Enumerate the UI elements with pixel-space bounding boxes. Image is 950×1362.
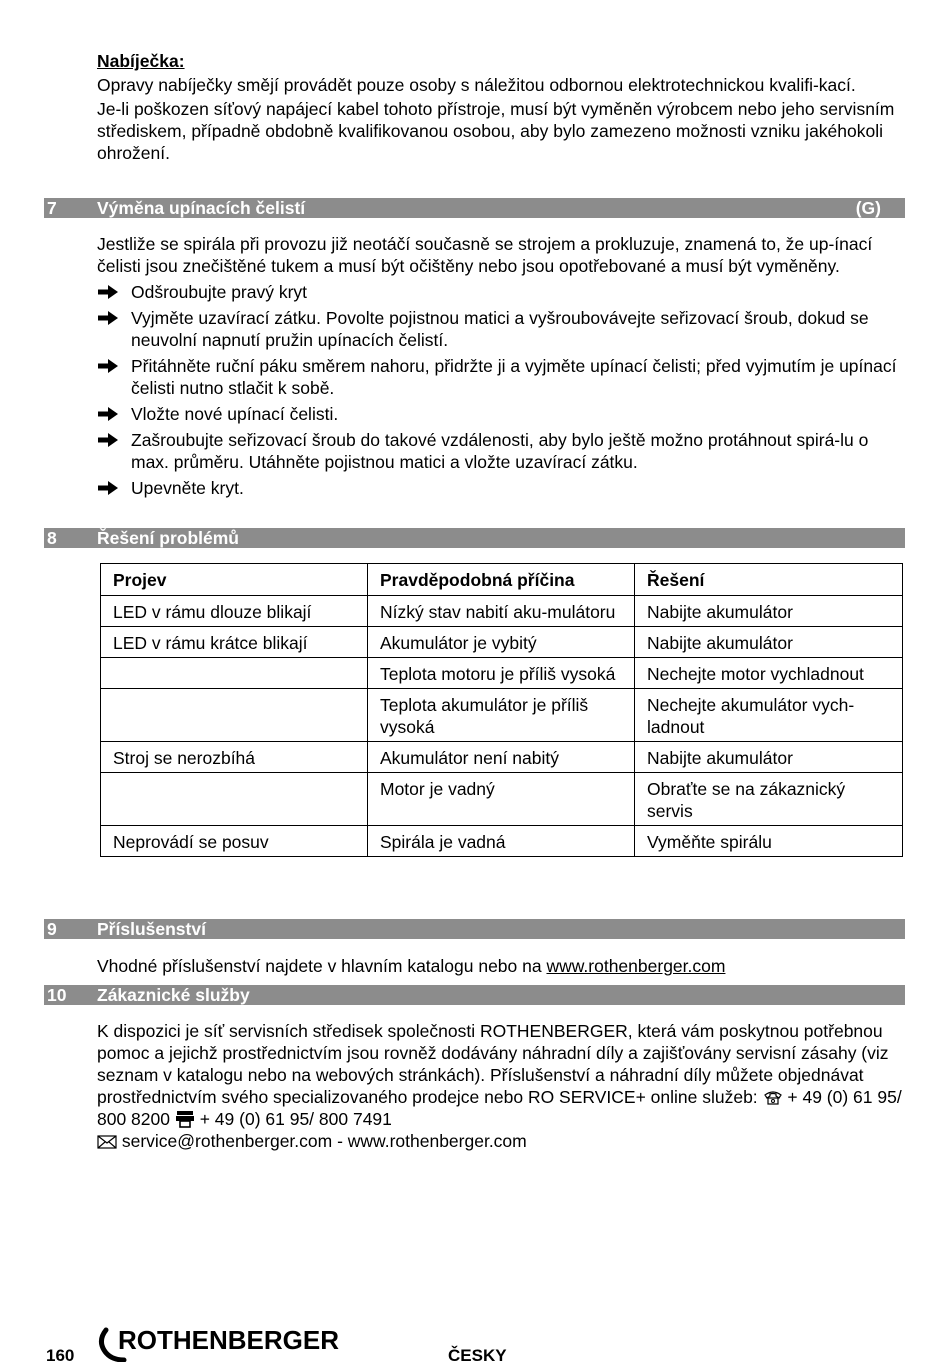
list-item: Vyjměte uzavírací zátku. Povolte pojistnou matici a vyšroubovávejte seřizovací šroub, dokud se neuvolní napnutí pružin upínacích čelistí. (97, 307, 907, 351)
table-cell: Nechejte akumulátor vych-ladnout (635, 689, 903, 742)
table-cell: Nabijte akumulátor (635, 742, 903, 773)
column-header: Pravděpodobná příčina (368, 564, 635, 596)
fax-number: + 49 (0) 61 95/ 800 7491 (194, 1109, 392, 1129)
table-cell: Nabijte akumulátor (635, 596, 903, 627)
page-number: 160 (46, 1346, 75, 1362)
charger-paragraph-1: Opravy nabíječky smějí provádět pouze osoby s náležitou odbornou elektrotechnickou kvalifi-kací. (97, 75, 856, 95)
accessories-text: Vhodné příslušenství najdete v hlavním katalogu nebo na (97, 956, 547, 976)
table-row (101, 658, 903, 689)
phone-number: + 49 (0) 61 95/ 800 8200 (97, 1087, 902, 1129)
arrow-right-icon (97, 429, 121, 451)
charger-heading: Nabíječka: (97, 51, 185, 71)
table-row (101, 627, 903, 658)
section-10-header (44, 985, 905, 1005)
rothenberger-logo (96, 1326, 346, 1362)
section-figure-tag: (G) (855, 198, 881, 218)
table-cell: LED v rámu krátce blikají (101, 627, 368, 658)
section-title: Příslušenství (97, 919, 206, 939)
section-8-header (44, 528, 905, 548)
table-cell: Obraťte se na zákaznický servis (635, 773, 903, 826)
charger-section (97, 50, 907, 166)
table-row (101, 773, 903, 826)
service-text: K dispozici je síť servisních středisek společnosti ROTHENBERGER, která vám poskytnou potřebnou pomoc a jejichž prostřednictvím jsou rovněž dodávány náhradní díly a zajišťovány servisní zásahy (viz seznam v katalogu nebo na webových stránkách). Příslušenství a náhradní díly můžete objednávat prostřednictvím svého specializovaného prodejce nebo RO SERVICE+ online služeb: (97, 1021, 889, 1107)
logo-brand-text: ROTHENBERGER (118, 1326, 340, 1355)
table-cell: Nechejte motor vychladnout (635, 658, 903, 689)
table-cell: Teplota akumulátor je příliš vysoká (368, 689, 635, 742)
table-header-row (101, 564, 903, 596)
accessories-paragraph (97, 955, 907, 977)
list-item: Zašroubujte seřizovací šroub do takové vzdálenosti, aby bylo ještě možno protáhnout spirá-lu o max. průměru. Utáhněte pojistnou matici a vložte uzavírací zátku. (97, 429, 907, 473)
section-title: Řešení problémů (97, 528, 239, 548)
envelope-icon (97, 1134, 117, 1150)
logo-icon (96, 1326, 346, 1362)
section-9-header (44, 919, 905, 939)
table-row (101, 742, 903, 773)
section-title: Výměna upínacích čelistí (97, 198, 306, 218)
section-number: 8 (47, 528, 57, 548)
table-cell (101, 773, 368, 826)
column-header: Řešení (635, 564, 903, 596)
jaws-intro: Jestliže se spirála při provozu již neotáčí současně se strojem a prokluzuje, znamená to, že up-ínací čelisti jsou znečištěné tukem a musí být očištěny nebo jsou opotřebované a musí být vyměněny. (97, 234, 873, 276)
phone-icon (763, 1090, 783, 1106)
table-cell: Stroj se nerozbíhá (101, 742, 368, 773)
table-cell: Akumulátor není nabitý (368, 742, 635, 773)
table-cell: Teplota motoru je příliš vysoká (368, 658, 635, 689)
table-cell: Motor je vadný (368, 773, 635, 826)
table-cell: Nízký stav nabití aku-mulátoru (368, 596, 635, 627)
section-number: 10 (47, 985, 67, 1005)
arrow-right-icon (97, 403, 121, 425)
fax-icon (175, 1110, 195, 1128)
table-cell (101, 658, 368, 689)
section-number: 7 (47, 198, 57, 218)
table-cell: Akumulátor je vybitý (368, 627, 635, 658)
charger-paragraph-2: Je-li poškozen síťový napájecí kabel tohoto přístroje, musí být vyměněn výrobcem nebo jeho servisním střediskem, případně obdobně kvalifikovanou osobou, aby bylo zamezeno možnosti vzniku jakéhokoli ohrožení. (97, 99, 895, 163)
section-title: Zákaznické služby (97, 985, 250, 1005)
table-cell: Vyměňte spirálu (635, 826, 903, 857)
list-item: Přitáhněte ruční páku směrem nahoru, přidržte ji a vyjměte upínací čelisti; před vyjmutím je upínací čelisti nutno stlačit k sobě. (97, 355, 907, 399)
jaws-section (97, 233, 907, 503)
table-cell: Spirála je vadná (368, 826, 635, 857)
arrow-right-icon (97, 477, 121, 499)
table-cell (101, 689, 368, 742)
section-number: 9 (47, 919, 57, 939)
language-label: ČESKY (448, 1346, 507, 1362)
email-line: service@rothenberger.com - www.rothenberger.com (117, 1131, 527, 1151)
website-link[interactable]: www.rothenberger.com (546, 956, 726, 976)
arrow-right-icon (97, 281, 121, 303)
section-7-header (44, 198, 905, 218)
table-cell: Neprovádí se posuv (101, 826, 368, 857)
table-row (101, 596, 903, 627)
list-item: Odšroubujte pravý kryt (97, 281, 907, 303)
list-item: Upevněte kryt. (97, 477, 907, 499)
arrow-right-icon (97, 307, 121, 329)
service-paragraph (97, 1020, 907, 1152)
list-item: Vložte nové upínací čelisti. (97, 403, 907, 425)
troubleshooting-table (100, 563, 903, 857)
arrow-right-icon (97, 355, 121, 377)
column-header: Projev (101, 564, 368, 596)
jaws-steps-list (97, 281, 907, 499)
table-cell: LED v rámu dlouze blikají (101, 596, 368, 627)
table-row (101, 689, 903, 742)
table-row (101, 826, 903, 857)
table-cell: Nabijte akumulátor (635, 627, 903, 658)
